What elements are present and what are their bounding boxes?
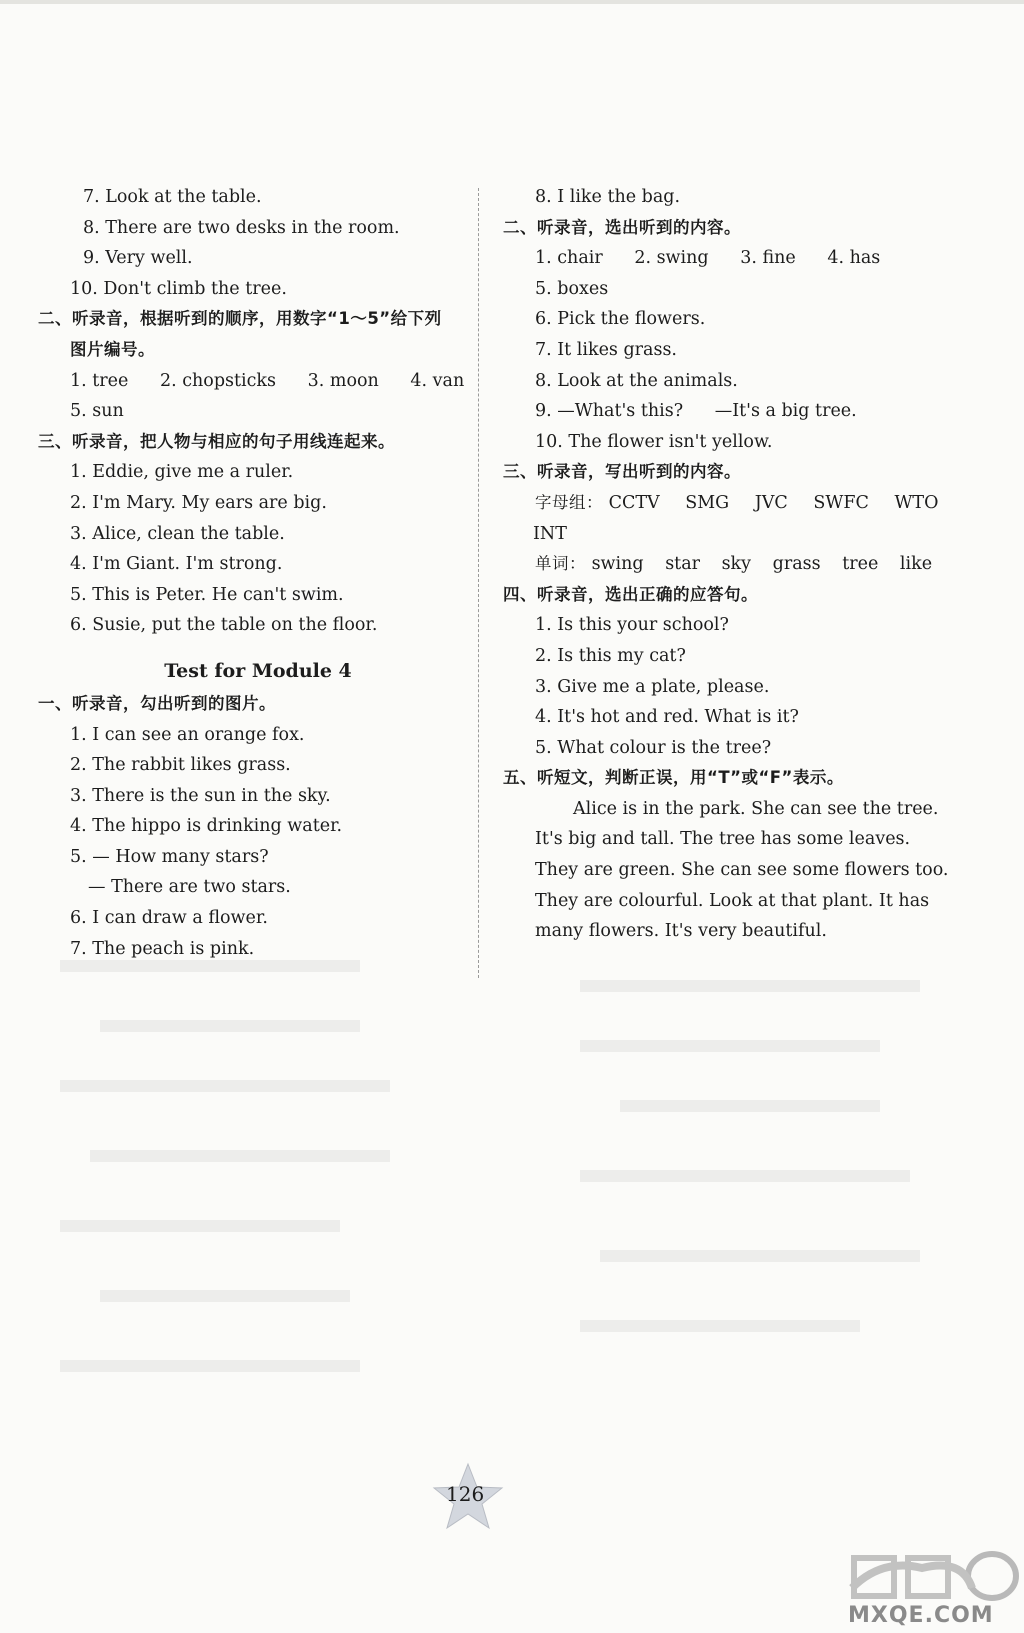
answer-line: 8. Look at the animals. [535,370,738,391]
answer-line: 5. boxes [535,278,609,299]
test-title: Test for Module 4 [164,659,352,682]
answer-line: 2. Is this my cat? [535,645,686,666]
word: sky [721,554,752,575]
section-heading-continued: 图片编号。 [70,339,155,359]
section-heading: 四、听录音，选出正确的应答句。 [503,584,758,604]
answer-line: 8. There are two desks in the room. [83,217,400,238]
word: star [665,554,700,575]
answer-reply: —It's a big tree. [714,401,857,422]
answer-line: 10. Don't climb the tree. [70,278,287,299]
letter-group: SWFC [813,492,869,513]
word: swing [591,554,644,575]
answer-question: 9. —What's this? [535,401,684,422]
passage-line: It's big and tall. The tree has some leaves. [535,829,911,850]
answer-line: 6. Susie, put the table on the floor. [70,615,378,636]
letter-group: WTO [894,492,939,513]
answer-row [503,396,933,427]
answer-line: 5. sun [70,401,124,422]
section-heading: 三、听录音，写出听到的内容。 [503,462,741,482]
section-heading: 三、听录音，把人物与相应的句子用线连起来。 [38,431,395,451]
letter-group: CCTV [608,492,660,513]
words-row [503,549,933,580]
section-heading: 五、听短文，判断正误，用“T”或“F”表示。 [503,768,844,788]
column-divider [478,188,479,978]
answer-line: 4. It's hot and red. What is it? [535,707,799,728]
words-label: 单词： [535,554,586,574]
answer-line: 4. The hippo is drinking water. [70,816,343,837]
word: like [899,554,933,575]
answer-line: 4. I'm Giant. I'm strong. [70,554,283,575]
answer-line: 5. — How many stars? [70,846,269,867]
section-heading: 二、听录音，根据听到的顺序，用数字“1～5”给下列 [38,309,442,329]
left-column [38,182,465,964]
answer-item: 4. van [410,370,465,391]
passage-line: Alice is in the park. She can see the tree. [573,798,939,819]
answer-item: 1. chair [535,248,603,269]
answer-line: 7. It likes grass. [535,339,677,360]
answer-line: 3. There is the sun in the sky. [70,785,331,806]
answer-line: 8. I like the bag. [535,187,681,207]
answer-line: 3. Give me a plate, please. [535,676,770,697]
letter-group-continued: INT [533,523,567,544]
letters-row [503,488,939,519]
answer-line: 7. The peach is pink. [70,938,255,959]
section-heading: 一、听录音，勾出听到的图片。 [38,693,276,713]
letter-group: SMG [685,492,730,513]
answer-row [503,243,933,274]
answer-line-reply: — There are two stars. [88,877,291,898]
passage-line: They are green. She can see some flowers too. [535,860,949,881]
answer-row [38,366,465,397]
answer-line: 3. Alice, clean the table. [70,523,285,544]
page-top-edge [0,0,1024,4]
answer-line: 2. The rabbit likes grass. [70,755,291,776]
watermark-site: MXQE.COM [848,1603,994,1628]
passage-line: They are colourful. Look at that plant. It has [535,890,930,911]
right-column [503,182,949,947]
answer-line: 1. Eddie, give me a ruler. [70,462,294,483]
word: tree [842,554,879,575]
answer-line: 5. What colour is the tree? [535,737,772,758]
answer-line: 9. Very well. [83,248,193,269]
word: grass [772,554,821,575]
bleed-through-text [60,960,940,1420]
answer-line: 10. The flower isn't yellow. [535,431,773,452]
page-number: 126 [446,1482,485,1506]
answer-item: 2. chopsticks [159,370,277,391]
answer-line: 7. Look at the table. [83,187,262,207]
answer-line: 2. I'm Mary. My ears are big. [70,492,327,513]
answer-item: 4. has [827,248,881,269]
answer-item: 1. tree [70,370,129,391]
answer-item: 3. moon [307,370,379,391]
answer-item: 3. fine [740,248,796,269]
letters-label: 字母组： [535,492,603,512]
passage-line: many flowers. It's very beautiful. [535,921,827,942]
section-heading: 二、听录音，选出听到的内容。 [503,217,741,237]
answer-line: 6. I can draw a flower. [70,908,268,929]
answer-line: 1. Is this your school? [535,615,729,636]
answer-line: 1. I can see an orange fox. [70,724,305,745]
answer-line: 5. This is Peter. He can't swim. [70,584,344,605]
answer-item: 2. swing [634,248,709,269]
answer-line: 6. Pick the flowers. [535,309,706,330]
letter-group: JVC [754,492,788,513]
